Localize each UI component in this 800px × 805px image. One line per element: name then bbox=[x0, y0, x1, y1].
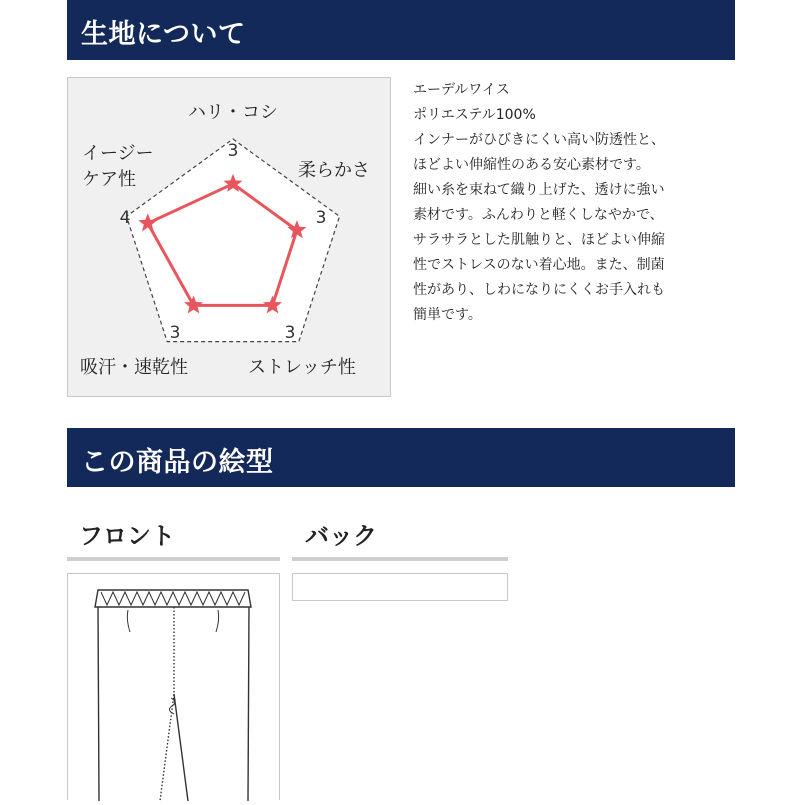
front-title-underline bbox=[67, 557, 280, 561]
description-line: 簡単です。 bbox=[413, 307, 482, 323]
description-line: 素材です。ふんわりと軽くしなやかで、 bbox=[413, 207, 664, 223]
axis-label-easy-care-1: イージー bbox=[82, 143, 154, 164]
left-pocket bbox=[127, 610, 130, 632]
right-outseam bbox=[248, 607, 249, 801]
radar-chart-panel bbox=[67, 77, 391, 397]
description-line: 性でストレスのない着心地。また、制菌 bbox=[413, 257, 665, 273]
axis-label-stretch: ストレッチ性 bbox=[248, 357, 356, 378]
pants-front-drawing bbox=[68, 574, 279, 801]
value-label-stretch: 3 bbox=[284, 323, 296, 343]
description-line: ポリエステル100% bbox=[413, 107, 536, 123]
inseam-right bbox=[174, 694, 188, 801]
value-label-yawarakasa: 3 bbox=[315, 208, 327, 228]
fabric-description bbox=[413, 78, 743, 328]
back-view-image bbox=[292, 573, 508, 601]
description-line: インナーがひびきにくい高い防透性と、 bbox=[413, 132, 665, 148]
description-line: サラサラとした肌触りと、ほどよい伸縮 bbox=[413, 232, 665, 248]
front-view-image bbox=[67, 573, 280, 800]
description-line: エーデルワイス bbox=[413, 82, 510, 98]
value-label-hari-koshi: 3 bbox=[227, 141, 239, 161]
radar-chart bbox=[68, 78, 392, 398]
pattern-section-title: この商品の絵型 bbox=[81, 447, 274, 478]
right-pocket bbox=[216, 610, 219, 632]
pattern-section-header bbox=[67, 428, 735, 487]
axis-label-hari-koshi: ハリ・コシ bbox=[188, 102, 278, 123]
waistband-elastic bbox=[101, 592, 245, 605]
left-outseam bbox=[98, 607, 99, 801]
fabric-section-header bbox=[67, 0, 735, 60]
value-label-kyuukan-sokkan: 3 bbox=[169, 323, 181, 343]
fly-stitch bbox=[169, 698, 174, 714]
description-line: 性があり、しわになりにくくお手入れも bbox=[413, 282, 665, 298]
axis-label-kyuukan-sokkan: 吸汗・速乾性 bbox=[80, 357, 188, 378]
description-line: 細い糸を束ねて織り上げた、透けに強い bbox=[413, 182, 665, 198]
back-view-title: バック bbox=[305, 522, 377, 550]
axis-label-yawarakasa: 柔らかさ bbox=[298, 160, 370, 181]
axis-label-easy-care-2: ケア性 bbox=[82, 169, 136, 190]
front-view-title: フロント bbox=[79, 522, 175, 550]
value-label-easy-care: 4 bbox=[119, 208, 131, 228]
description-line: ほどよい伸縮性のある安心素材です。 bbox=[413, 157, 650, 173]
back-title-underline bbox=[292, 557, 508, 561]
center-seam bbox=[160, 607, 174, 801]
fabric-section-title: 生地について bbox=[81, 19, 246, 50]
